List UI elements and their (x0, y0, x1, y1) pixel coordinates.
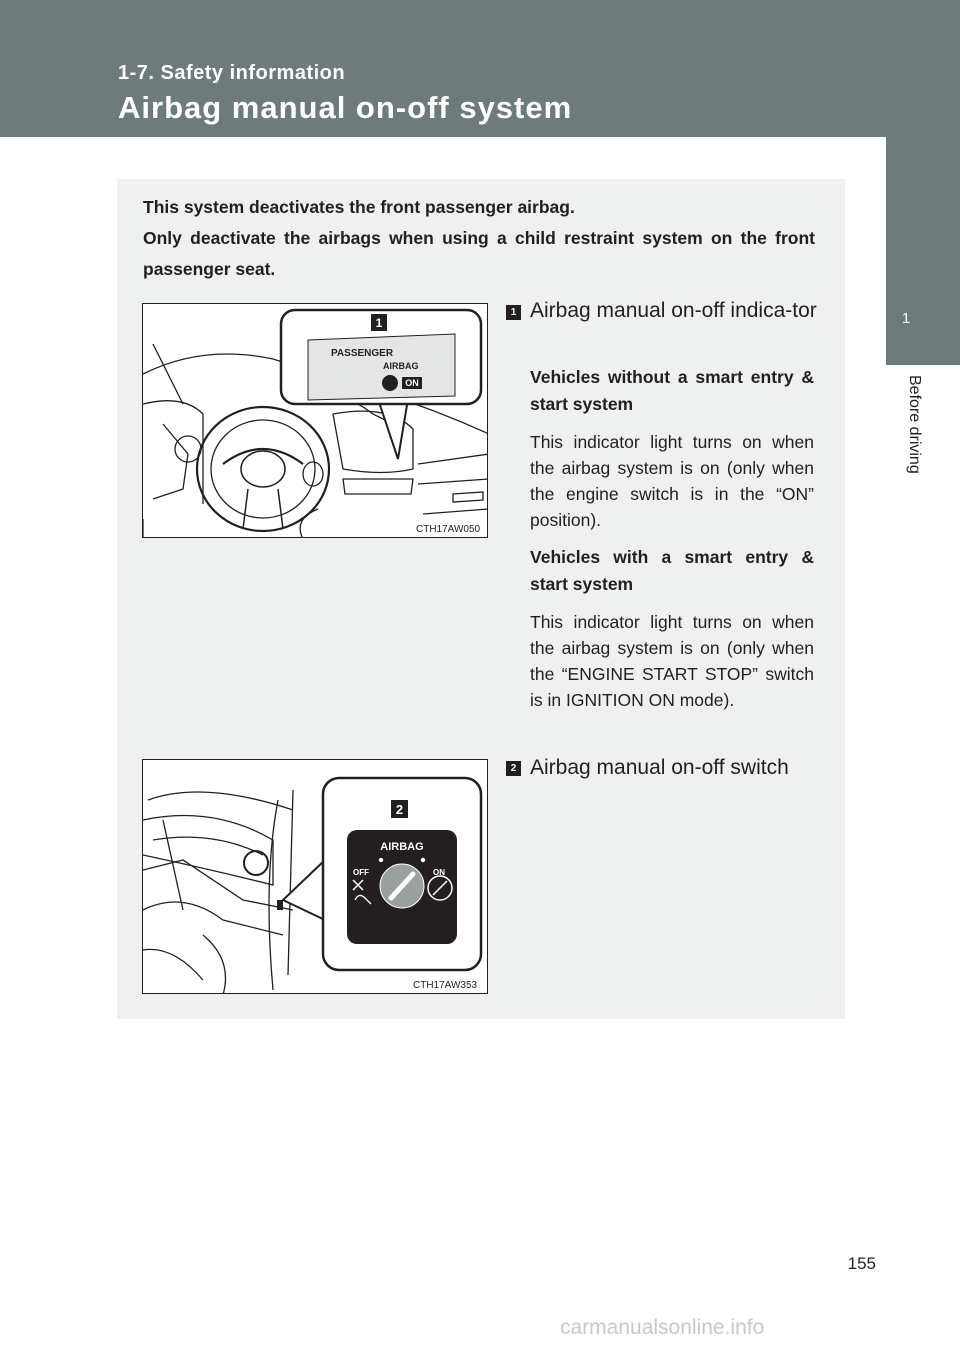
item2-badge: 2 (506, 761, 521, 776)
figure1-passenger-label: PASSENGER (331, 348, 394, 359)
figure2-airbag-label: AIRBAG (380, 841, 424, 853)
glovebox-illustration (143, 760, 488, 994)
intro (143, 192, 815, 285)
section-label: 1-7. Safety information (118, 62, 346, 84)
intro-line-2: Only deactivate the airbags when using a child restraint system on the front passenger seat. (143, 228, 815, 279)
figure1-callout: 1 (375, 316, 383, 330)
figure2-callout: 2 (395, 802, 404, 817)
item1-sub1-heading: Vehicles without a smart entry & start system (530, 367, 814, 414)
page-title: Airbag manual on-off system (118, 90, 573, 125)
chapter-tab-number: 1 (901, 310, 911, 327)
figure-airbag-switch (142, 759, 488, 994)
page-number: 155 (847, 1254, 876, 1273)
item2-title: Airbag manual on-off switch (530, 756, 789, 779)
intro-line-1: This system deactivates the front passenger airbag. (143, 197, 575, 217)
figure2-on-label: ON (433, 868, 445, 877)
airbag-indicator-icon (382, 375, 398, 391)
figure1-code: CTH17AW050 (416, 524, 481, 535)
item1-badge: 1 (506, 305, 521, 320)
item1-sub1-text: This indicator light turns on when the airbag system is on (only when the engine switch is in the “ON” position). (530, 432, 814, 530)
figure2-code: CTH17AW353 (413, 980, 478, 991)
watermark: carmanualsonline.info (560, 1316, 765, 1339)
dashboard-illustration (143, 304, 488, 538)
figure2-off-label: OFF (353, 868, 369, 877)
item1-title: Airbag manual on-off indica-tor (530, 299, 817, 322)
chapter-tab[interactable] (886, 137, 960, 365)
figure-dashboard-indicator (142, 303, 488, 538)
item1-sub2-text: This indicator light turns on when the airbag system is on (only when the “ENGINE START STOP” switch is in IGNITION ON mode). (530, 612, 814, 710)
item1-sub2-heading: Vehicles with a smart entry & start system (530, 547, 814, 594)
figure1-airbag-label: AIRBAG (383, 361, 419, 371)
chapter-tab-label-wrap (905, 375, 925, 505)
figure1-on-label: ON (405, 378, 419, 388)
chapter-tab-label: Before driving (906, 375, 923, 474)
